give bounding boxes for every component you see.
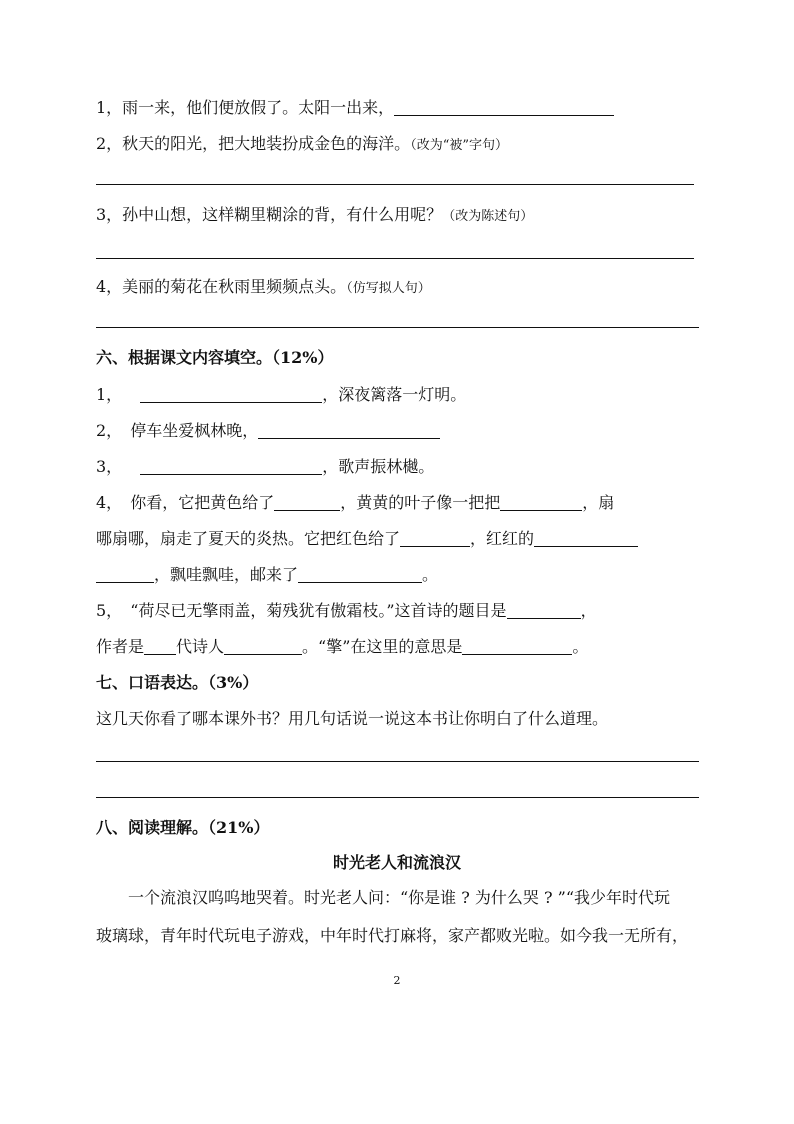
- section-6-heading: 六、根据课文内容填空。（12%）: [96, 348, 334, 367]
- answer-blank[interactable]: [144, 639, 176, 655]
- question-6-2: [96, 421, 440, 441]
- question-text: 2，秋天的阳光，把大地装扮成金色的海洋。: [96, 134, 411, 153]
- answer-blank[interactable]: [298, 567, 422, 583]
- question-text: 作者是: [96, 637, 145, 656]
- answer-blank[interactable]: [258, 423, 440, 439]
- answer-line[interactable]: [96, 761, 699, 762]
- question-6-4-line1: [96, 493, 614, 513]
- question-instruction: （改为陈述句）: [442, 209, 534, 224]
- answer-blank[interactable]: [140, 387, 322, 403]
- question-5-3: [96, 205, 533, 227]
- question-text: ，飘哇飘哇，邮来了: [154, 565, 299, 584]
- question-text: 3，孙中山想，这样糊里糊涂的背，有什么用呢？: [96, 205, 443, 224]
- question-number: 3，: [96, 457, 123, 476]
- question-text: ，红红的: [470, 529, 535, 548]
- question-text: 停车坐爱枫林晚，: [130, 421, 259, 440]
- question-number: 4，: [96, 493, 123, 512]
- question-5-2: [96, 134, 508, 156]
- question-text: “荷尽已无擎雨盖，菊残犹有傲霜枝。”这首诗的题目是: [130, 601, 507, 620]
- answer-blank[interactable]: [140, 459, 322, 475]
- passage-title: 时光老人和流浪汉: [332, 853, 461, 872]
- question-text: 。: [572, 637, 589, 656]
- answer-blank[interactable]: [500, 495, 582, 511]
- question-5-1: [96, 98, 614, 118]
- answer-line[interactable]: [96, 797, 699, 798]
- answer-blank[interactable]: [507, 603, 581, 619]
- question-text: ，歌声振林樾。: [322, 457, 435, 476]
- answer-blank[interactable]: [462, 639, 572, 655]
- question-number: 2，: [96, 421, 123, 440]
- question-6-5-line2: [96, 637, 588, 657]
- question-number: 1，: [96, 385, 123, 404]
- answer-blank[interactable]: [534, 531, 638, 547]
- question-6-5-line1: [96, 601, 597, 621]
- answer-line[interactable]: [96, 258, 694, 259]
- answer-line[interactable]: [96, 327, 699, 328]
- question-text: ，深夜篱落一灯明。: [322, 385, 467, 404]
- answer-blank[interactable]: [224, 639, 302, 655]
- question-6-4-line2: [96, 529, 638, 549]
- question-text: 哪扇哪，扇走了夏天的炎热。它把红色给了: [96, 529, 401, 548]
- question-text: 1，雨一来，他们便放假了。太阳一出来，: [96, 98, 395, 117]
- question-text: ，黄黄的叶子像一把把: [340, 493, 501, 512]
- answer-blank[interactable]: [96, 567, 154, 583]
- question-text: ，: [580, 601, 597, 620]
- answer-blank[interactable]: [274, 495, 340, 511]
- question-text: 你看，它把黄色给了: [130, 493, 275, 512]
- question-6-1: [96, 385, 466, 405]
- question-text: 。: [422, 565, 439, 584]
- question-text: 代诗人: [176, 637, 225, 656]
- page-number: 2: [393, 974, 401, 987]
- passage-line: 玻璃球，青年时代玩电子游戏，中年时代打麻将，家产都败光啦。如今我一无所有，: [96, 926, 689, 945]
- question-6-4-line3: [96, 565, 438, 585]
- answer-blank[interactable]: [400, 531, 470, 547]
- section-7-heading: 七、口语表达。（3%）: [96, 673, 259, 692]
- question-instruction: （仿写拟人句）: [346, 281, 431, 296]
- section-8-heading: 八、阅读理解。（21%）: [96, 818, 270, 837]
- section-7-prompt: 这几天你看了哪本课外书？用几句话说一说这本书让你明白了什么道理。: [96, 709, 609, 728]
- passage-line: 一个流浪汉呜呜地哭着。时光老人问：“你是谁 ? 为什么哭 ? ”“我少年时代玩: [128, 888, 671, 907]
- question-text: ，扇: [582, 493, 615, 512]
- question-number: 5，: [96, 601, 123, 620]
- question-instruction: （改为“被”字句）: [410, 138, 508, 153]
- answer-line[interactable]: [96, 184, 694, 185]
- question-text: 。“擎”在这里的意思是: [302, 637, 463, 656]
- answer-blank[interactable]: [394, 100, 614, 116]
- question-5-4: [96, 277, 431, 299]
- question-6-3: [96, 457, 434, 477]
- question-text: 4，美丽的菊花在秋雨里频频点头。: [96, 277, 347, 296]
